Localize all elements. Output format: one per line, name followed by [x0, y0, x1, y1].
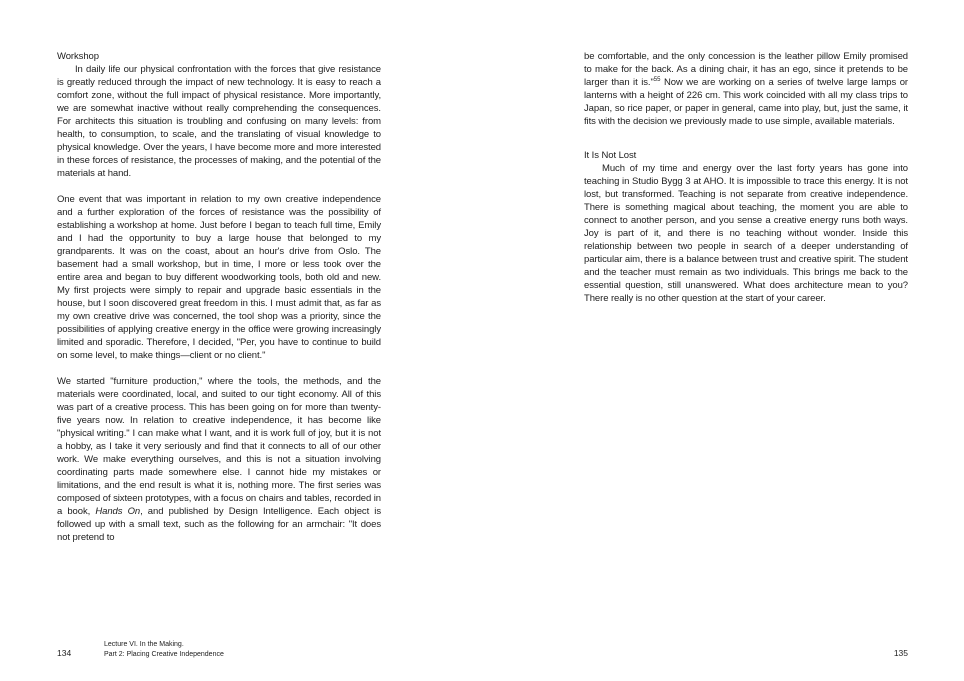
running-title-line2: Part 2: Placing Creative Independence [104, 651, 224, 658]
left-paragraph-2: One event that was important in relation to my own creative independence and a further exploration of the forces of resistance was the possibility of establishing a workshop at home. Just before I began to teach full time, Emily and I had the opportunity to buy a large house that belonged to my grandparents. It was on the coast, about an hour's drive from Oslo. The basement had a small workshop, but in time, I more or less took over the entire area and began to buy different woodworking tools, both old and new. My first projects were simply to repair and upgrade basic essentials in the house, but I soon discovered great freedom in this. I must admit that, as far as my own creative drive was concerned, the tool shop was a priority, since the possibilities of applying creative energy in the office were growing increasingly limited and sporadic. Therefore, I decided, "Per, you have to continue to build on some level, to make things—client or no client." [57, 194, 381, 361]
running-title [104, 640, 224, 660]
right-paragraph-1-text-end: Now we are working on a series of twelve large lamps or lanterns with a height of 226 cm. This work coincided with all my class trips to Japan, so rice paper, or paper in general, came into play, but, just the same, it fits with the decision we previously made to use simple, available materials. [584, 77, 908, 127]
section-heading-it-is-not-lost: It Is Not Lost [584, 150, 637, 161]
left-paragraph-3 [57, 375, 381, 544]
right-paragraph-1 [584, 50, 908, 128]
right-paragraph-1-text-start: be comfortable, and the only concession is the leather pillow Emily promised to make for the back. As a dining chair, it has an ego, since it pretends to be larger than it is." [584, 51, 908, 88]
page-number-right: 135 [893, 648, 908, 658]
page-number-left: 134 [57, 648, 72, 658]
right-page-text-column [584, 50, 908, 305]
footnote-marker: 55 [653, 76, 661, 83]
right-paragraph-2: Much of my time and energy over the last forty years has gone into teaching in Studio Bygg 3 at AHO. It is impossible to trace this energy. It is not lost, but transformed. Teaching is not separate from creative independence. There is something magical about teaching, the moment you are able to connect to another person, and you sense a creative energy runs both ways. Joy is part of it, and there is no teaching without wonder. Inside this relationship between two people in search of a deeper understanding of particular aim, there is a balance between trust and creative spirit. The student and the teacher must remain as two individuals. This brings me back to the essential question, still unanswered. What does architecture mean to you? There really is no other question at the start of your career. [584, 163, 908, 304]
running-title-line1: Lecture VI. In the Making. [104, 641, 184, 648]
left-paragraph-3-text-start: We started "furniture production," where the tools, the methods, and the materials were coordinated, local, and suited to our tight economy. All of this was part of a creative process. This has been going on for more than twenty-five years now. In relation to creative independence, it has become like "physical writing." I can make what I want, and it is work full of joy, but it is not a hobby, as I take it very seriously and find that it connects to all of our other work. We make everything ourselves, and this is not a situation involving coordinating parts made somewhere else. I cannot hide my mistakes or limitations, and the end result is what it is, nothing more. The first series was composed of sixteen prototypes, with a focus on chairs and tables, recorded in a book, [57, 376, 381, 517]
section-heading-workshop: Workshop [57, 51, 99, 62]
left-paragraph-1: In daily life our physical confrontation with the forces that give resistance is greatly reduced through the impact of new technology. It is easy to reach a comfort zone, without the full impact of physical resistance. More importantly, we are somewhat inactive without really comprehending the consequences. For architects this situation is troubling and confusing on many levels: from health, to consumption, to scale, and the translating of visual knowledge to physical knowledge. Over the years, I have become more and more interested in these forces of resistance, the processes of making, and the potential of the materials at hand. [57, 64, 381, 179]
left-page-text-column [57, 50, 381, 544]
book-title-hands-on: Hands On [95, 506, 141, 517]
left-paragraph-3-text-end: , and published by Design Intelligence. Each object is followed up with a small text, such as the following for an armchair: "It does not pretend to [57, 506, 381, 543]
